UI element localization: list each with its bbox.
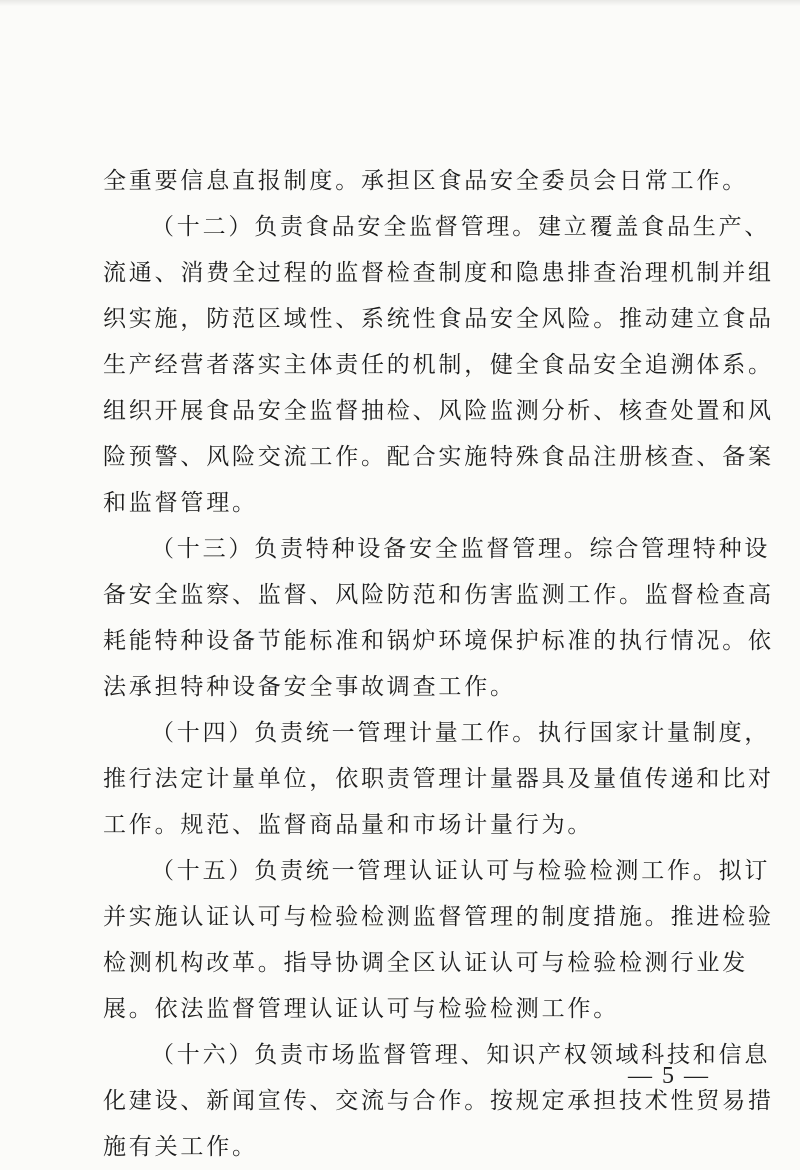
text-line: 耗能特种设备节能标准和锅炉环境保护标准的执行情况。依 <box>103 628 774 654</box>
text-line: 展。依法监督管理认证认可与检验检测工作。 <box>103 996 619 1022</box>
text-line: 并实施认证认可与检验检测监督管理的制度措施。推进检验 <box>103 904 774 930</box>
text-line: 险预警、风险交流工作。配合实施特殊食品注册核查、备案 <box>103 444 774 470</box>
paragraph-14-start: （十四）负责统一管理计量工作。执行国家计量制度， <box>151 720 771 746</box>
paragraph-12-start: （十二）负责食品安全监督管理。建立覆盖食品生产、 <box>151 214 771 240</box>
text-line: 推行法定计量单位，依职责管理计量器具及量值传递和比对 <box>103 766 774 792</box>
text-line: 检测机构改革。指导协调全区认证认可与检验检测行业发 <box>103 950 748 976</box>
text-line: 和监督管理。 <box>103 490 258 516</box>
text-line: 流通、消费全过程的监督检查制度和隐患排查治理机制并组 <box>103 260 774 286</box>
text-line: 织实施，防范区域性、系统性食品安全风险。推动建立食品 <box>103 306 774 332</box>
scan-edge <box>0 0 800 6</box>
text-line: 生产经营者落实主体责任的机制，健全食品安全追溯体系。 <box>103 352 774 378</box>
paragraph-13-start: （十三）负责特种设备安全监督管理。综合管理特种设 <box>151 536 771 562</box>
paragraph-16-start: （十六）负责市场监督管理、知识产权领域科技和信息 <box>151 1042 771 1068</box>
text-line: 施有关工作。 <box>103 1134 258 1160</box>
paragraph-15-start: （十五）负责统一管理认证认可与检验检测工作。拟订 <box>151 858 771 884</box>
text-line: 组织开展食品安全监督抽检、风险监测分析、核查处置和风 <box>103 398 774 424</box>
text-line: 工作。规范、监督商品量和市场计量行为。 <box>103 812 594 838</box>
text-line: 化建设、新闻宣传、交流与合作。按规定承担技术性贸易措 <box>103 1088 774 1114</box>
text-line: 法承担特种设备安全事故调查工作。 <box>103 674 516 700</box>
text-line: 全重要信息直报制度。承担区食品安全委员会日常工作。 <box>103 168 748 194</box>
text-line: 备安全监察、监督、风险防范和伤害监测工作。监督检查高 <box>103 582 774 608</box>
body-text <box>103 158 774 1170</box>
page-number: — 5 — <box>628 1063 710 1089</box>
